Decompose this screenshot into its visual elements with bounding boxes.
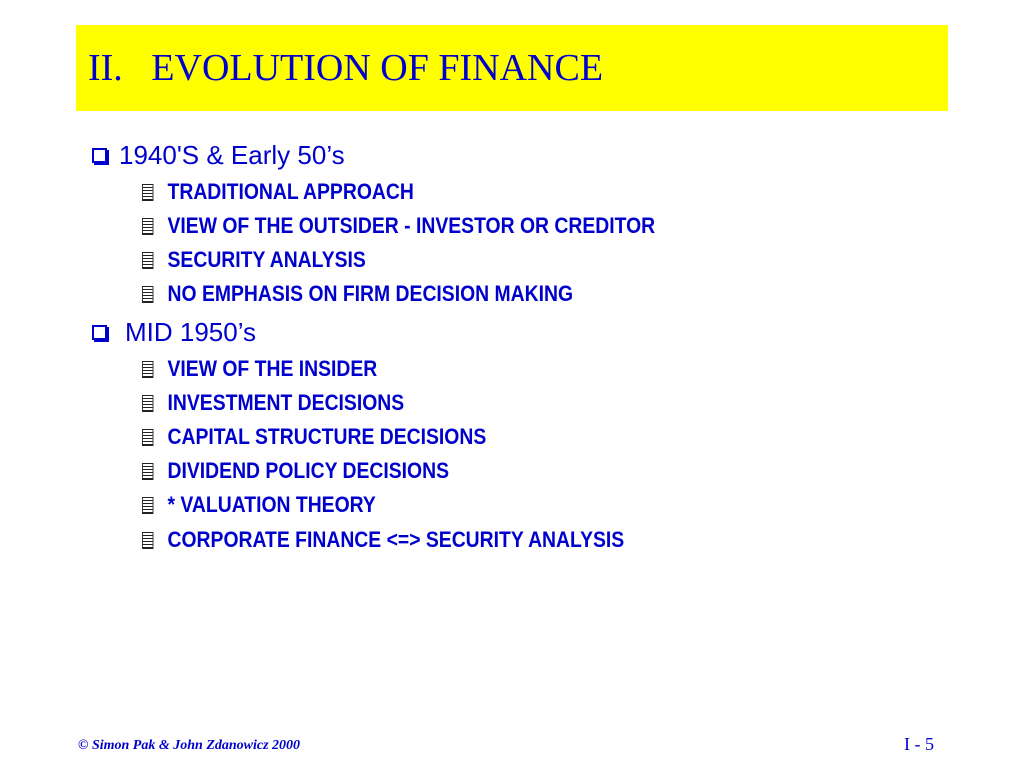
list-item-label: CAPITAL STRUCTURE DECISIONS bbox=[167, 424, 487, 449]
list-item bbox=[142, 492, 376, 518]
list-item bbox=[142, 527, 624, 553]
checkbox-icon bbox=[92, 148, 107, 163]
list-icon bbox=[142, 429, 153, 446]
list-icon bbox=[142, 361, 153, 378]
list-item-label: * VALUATION THEORY bbox=[167, 492, 376, 517]
list-icon bbox=[142, 286, 153, 303]
section-heading-label: MID 1950’s bbox=[125, 317, 257, 347]
list-item bbox=[142, 281, 573, 307]
list-item bbox=[142, 458, 449, 484]
list-item bbox=[142, 356, 377, 382]
section-heading-1940s bbox=[92, 140, 345, 170]
list-icon bbox=[142, 395, 153, 412]
section-heading-mid-1950s bbox=[92, 317, 256, 347]
list-item bbox=[142, 424, 486, 450]
list-icon bbox=[142, 218, 153, 235]
list-item-label: SECURITY ANALYSIS bbox=[167, 247, 366, 272]
list-item-label: VIEW OF THE OUTSIDER - INVESTOR OR CREDITOR bbox=[167, 213, 656, 238]
list-item bbox=[142, 213, 655, 239]
list-item-label: VIEW OF THE INSIDER bbox=[167, 356, 378, 381]
list-item bbox=[142, 390, 404, 416]
list-item-label: TRADITIONAL APPROACH bbox=[167, 179, 414, 204]
section-heading-label: 1940'S & Early 50’s bbox=[119, 140, 345, 170]
list-item-label: INVESTMENT DECISIONS bbox=[167, 390, 405, 415]
list-icon bbox=[142, 252, 153, 269]
list-item bbox=[142, 179, 414, 205]
list-item-label: CORPORATE FINANCE <=> SECURITY ANALYSIS bbox=[167, 527, 625, 552]
list-icon bbox=[142, 532, 153, 549]
list-item bbox=[142, 247, 366, 273]
list-item-label: NO EMPHASIS ON FIRM DECISION MAKING bbox=[167, 281, 574, 306]
list-icon bbox=[142, 463, 153, 480]
checkbox-icon bbox=[92, 325, 107, 340]
page-number: I - 5 bbox=[904, 734, 934, 754]
list-item-label: DIVIDEND POLICY DECISIONS bbox=[167, 458, 450, 483]
slide-title: II. EVOLUTION OF FINANCE bbox=[88, 47, 604, 89]
footer-copyright: © Simon Pak & John Zdanowicz 2000 bbox=[78, 738, 301, 753]
list-icon bbox=[142, 497, 153, 514]
list-icon bbox=[142, 184, 153, 201]
